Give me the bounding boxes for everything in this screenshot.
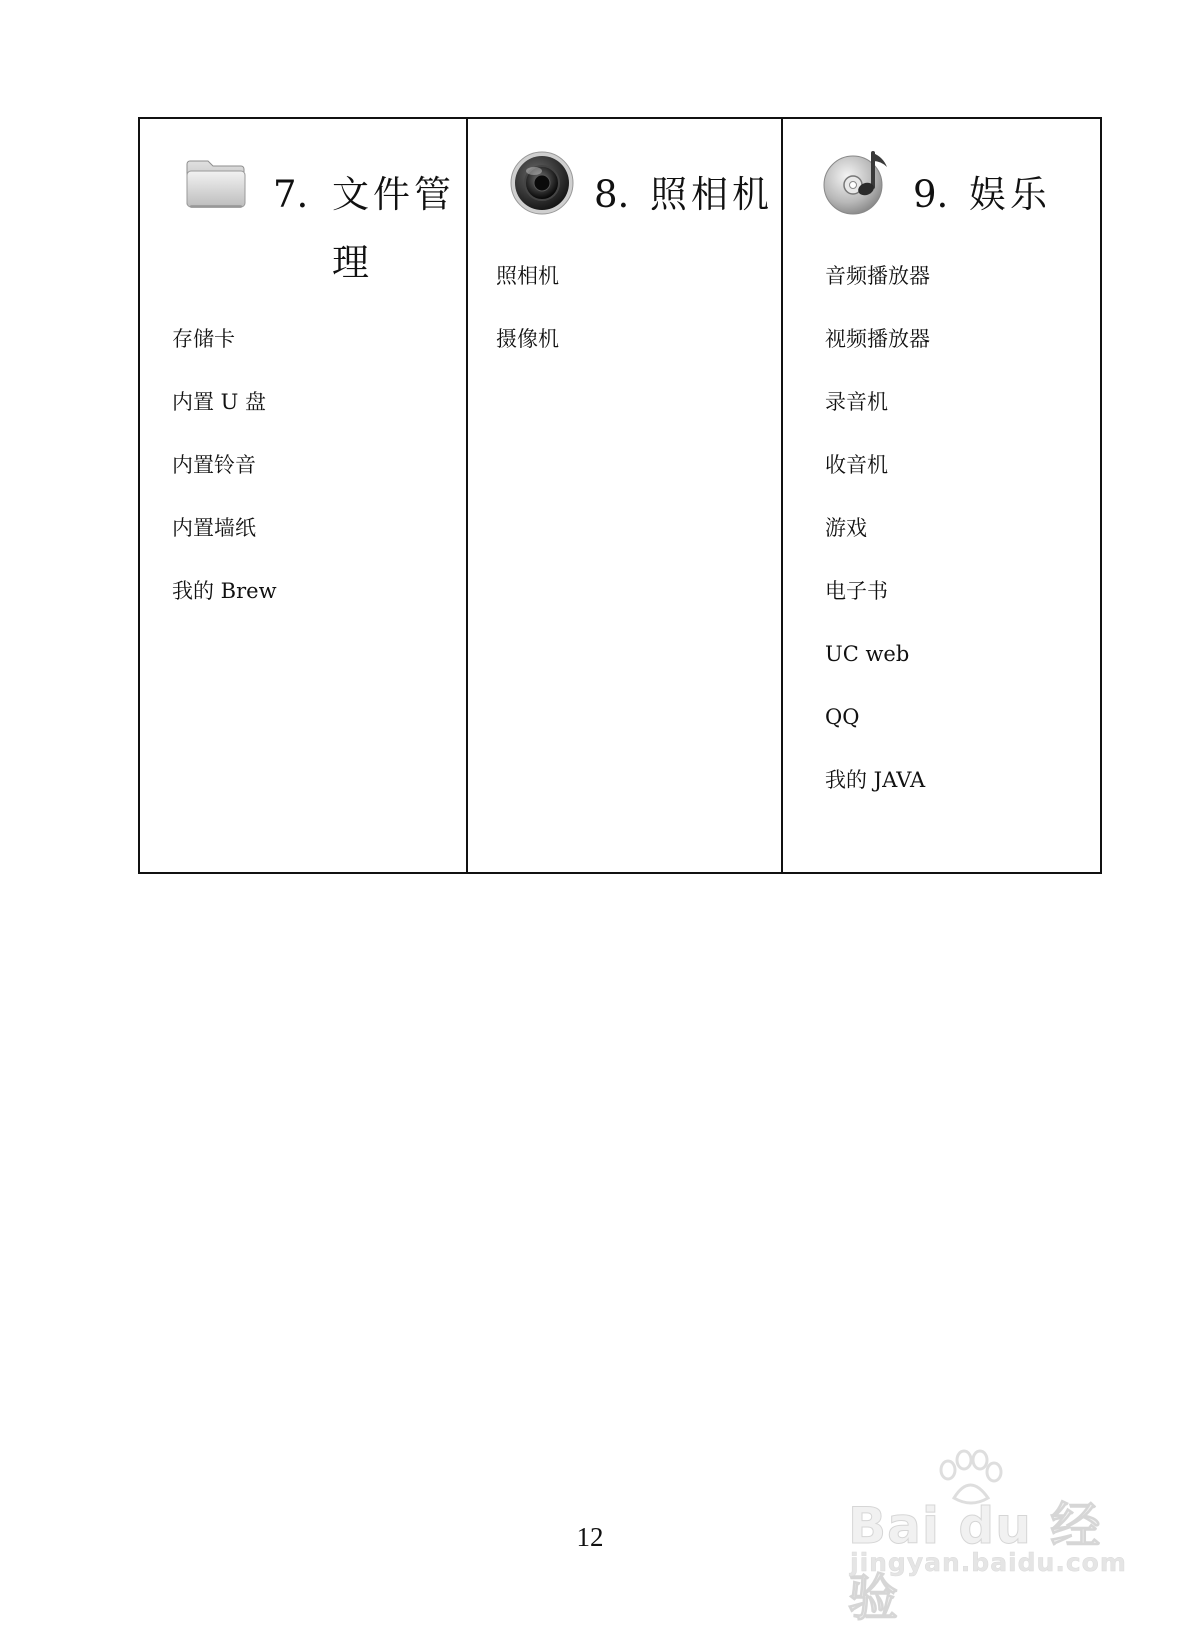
list-item: 照相机 [496,264,559,288]
list-item: 音频播放器 [825,264,930,288]
column-file-manager [140,119,468,872]
column-entertainment [783,119,1100,872]
section-title: 娱乐 [969,173,1051,216]
section-title: 照相机 [650,173,773,216]
list-item: UC web [825,642,910,666]
list-item: 视频播放器 [825,327,930,351]
list-item: 内置铃音 [172,453,256,477]
list-item: 我的 Brew [172,579,277,603]
list-item: 内置 U 盘 [172,390,267,414]
section-number: 9. [913,173,949,216]
list-item: 内置墙纸 [172,516,256,540]
menu-table [138,117,1102,874]
page-number: 12 [576,1522,604,1552]
list-item: 存储卡 [172,327,235,351]
column-camera [468,119,783,872]
folder-icon [184,155,248,211]
watermark-brand: Bai du 经验 [848,1497,1102,1627]
section-number: 8. [594,173,630,216]
list-item: 收音机 [825,453,888,477]
camera-icon [508,149,576,217]
list-item: QQ [825,705,860,729]
list-item: 录音机 [825,390,888,414]
section-title-continued: 理 [332,241,369,284]
section-title: 文件管 [332,173,455,216]
list-item: 我的 JAVA [825,768,926,792]
list-item: 游戏 [825,516,867,540]
list-item: 摄像机 [496,327,559,351]
baidu-watermark [840,1448,1140,1627]
watermark-url: jingyan.baidu.com [850,1548,1127,1577]
section-number: 7. [273,173,309,216]
list-item: 电子书 [825,579,888,603]
music-cd-icon [821,147,893,217]
column-header [468,119,781,319]
column-header [783,119,1100,319]
column-header [140,119,466,319]
